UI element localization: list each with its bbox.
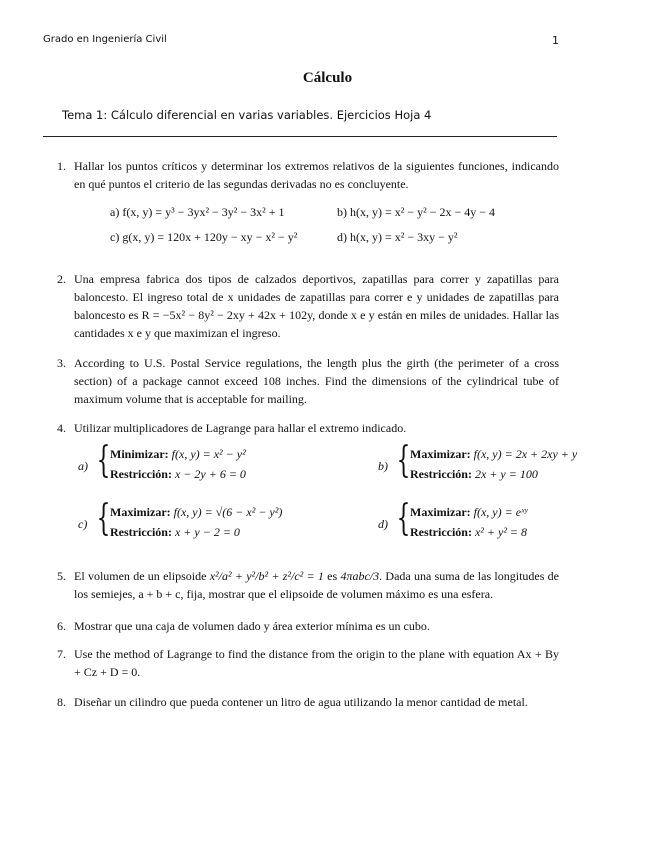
exercise-text-before: El volumen de un elipsoide [74, 569, 207, 583]
exercise-8 [57, 693, 559, 711]
exercise-1-part-a: a) f(x, y) = y³ − 3yx² − 3y² − 3x² + 1 [110, 205, 285, 219]
exercise-number: 5. [57, 569, 66, 583]
exercise-text: According to U.S. Postal Service regulations, the length plus the girth (the perimeter of a cross section) of a package cannot exceed 108 inches. Find the dimensions of the cylindrical tube of maximum volume that is acceptable for mailing. [74, 356, 559, 406]
system-objective: f(x, y) = 2x + 2xy + y [473, 447, 578, 461]
exercise-4 [57, 419, 559, 437]
exercise-number: 3. [57, 356, 66, 370]
system-constraint-label: Restricción: [410, 467, 472, 481]
brace-icon: { [396, 440, 411, 481]
system-objective: f(x, y) = eˣʸ [473, 505, 528, 519]
system-kind: Maximizar: [110, 505, 171, 519]
system-kind: Maximizar: [410, 505, 471, 519]
system-constraint: 2x + y = 100 [474, 467, 538, 481]
brace-icon: { [396, 498, 411, 539]
page-number: 1 [552, 34, 559, 47]
system-kind: Minimizar: [110, 447, 169, 461]
exercise-2 [57, 270, 559, 342]
exercise-5 [57, 567, 559, 603]
system-constraint-label: Restricción: [110, 467, 172, 481]
system-kind: Maximizar: [410, 447, 471, 461]
exercise-number: 6. [57, 619, 66, 633]
system-label: d) [378, 517, 388, 531]
exercise-number: 8. [57, 695, 66, 709]
system-constraint-label: Restricción: [410, 525, 472, 539]
system-constraint: x² + y² = 8 [474, 525, 528, 539]
exercise-text: Mostrar que una caja de volumen dado y área exterior mínima es un cubo. [74, 619, 430, 633]
exercise-text: Diseñar un cilindro que pueda contener un litro de agua utilizando la menor cantidad de metal. [74, 695, 528, 709]
running-header-left: Grado en Ingeniería Civil [43, 34, 167, 45]
page-title: Cálculo [302, 70, 353, 86]
exercise-1-part-d: d) h(x, y) = x² − 3xy − y² [337, 230, 458, 244]
exercise-text: Una empresa fabrica dos tipos de calzados deportivos, zapatillas para correr y zapatillas para baloncesto. El ingreso total de x unidades de zapatillas para correr e y unidades de zapatillas para baloncesto es R = −5x² − 8y² − 2xy + 42x + 102y, donde x e y están en miles de unidades. Hallar las cantidades x e y que maximizan el ingreso. [74, 272, 559, 340]
page-subtitle: Tema 1: Cálculo diferencial en varias variables. Ejercicios Hoja 4 [62, 108, 432, 122]
exercise-text-mid: es [327, 569, 338, 583]
exercise-1-part-b: b) h(x, y) = x² − y² − 2x − 4y − 4 [337, 205, 496, 219]
exercise-1 [57, 157, 559, 193]
exercise-number: 2. [57, 272, 66, 286]
exercise-6 [57, 617, 559, 635]
system-constraint: x − 2y + 6 = 0 [174, 467, 246, 481]
exercise-7 [57, 645, 559, 681]
exercise-text-after: . Dada una suma de las longitudes de los semiejes, a + b + c, fija, mostrar que el elipsoide de volumen máximo es una esfera. [74, 569, 560, 601]
system-constraint-label: Restricción: [110, 525, 172, 539]
exercise-number: 7. [57, 647, 66, 661]
exercise-1-part-c: c) g(x, y) = 120x + 120y − xy − x² − y² [110, 230, 298, 244]
brace-icon: { [96, 498, 111, 539]
system-objective: f(x, y) = √(6 − x² − y²) [173, 505, 283, 519]
exercise-number: 1. [57, 159, 66, 173]
exercise-3 [57, 354, 559, 408]
exercise-text: Use the method of Lagrange to find the distance from the origin to the plane with equation Ax + By + Cz + D = 0. [74, 647, 559, 679]
system-label: a) [78, 459, 88, 473]
system-label: b) [378, 459, 388, 473]
exercise-number: 4. [57, 421, 66, 435]
ellipsoid-equation: x²/a² + y²/b² + z²/c² = 1 [209, 569, 324, 583]
system-objective: f(x, y) = x² − y² [171, 447, 246, 461]
system-label: c) [78, 517, 88, 531]
divider [43, 136, 557, 137]
ellipsoid-volume: 4πabc/3 [340, 569, 380, 583]
brace-icon: { [96, 440, 111, 481]
system-constraint: x + y − 2 = 0 [174, 525, 240, 539]
exercise-text: Utilizar multiplicadores de Lagrange para hallar el extremo indicado. [74, 421, 407, 435]
exercise-text: Hallar los puntos críticos y determinar los extremos relativos de la siguientes funciones, indicando en qué puntos el criterio de las segundas derivadas no es concluyente. [74, 159, 559, 191]
